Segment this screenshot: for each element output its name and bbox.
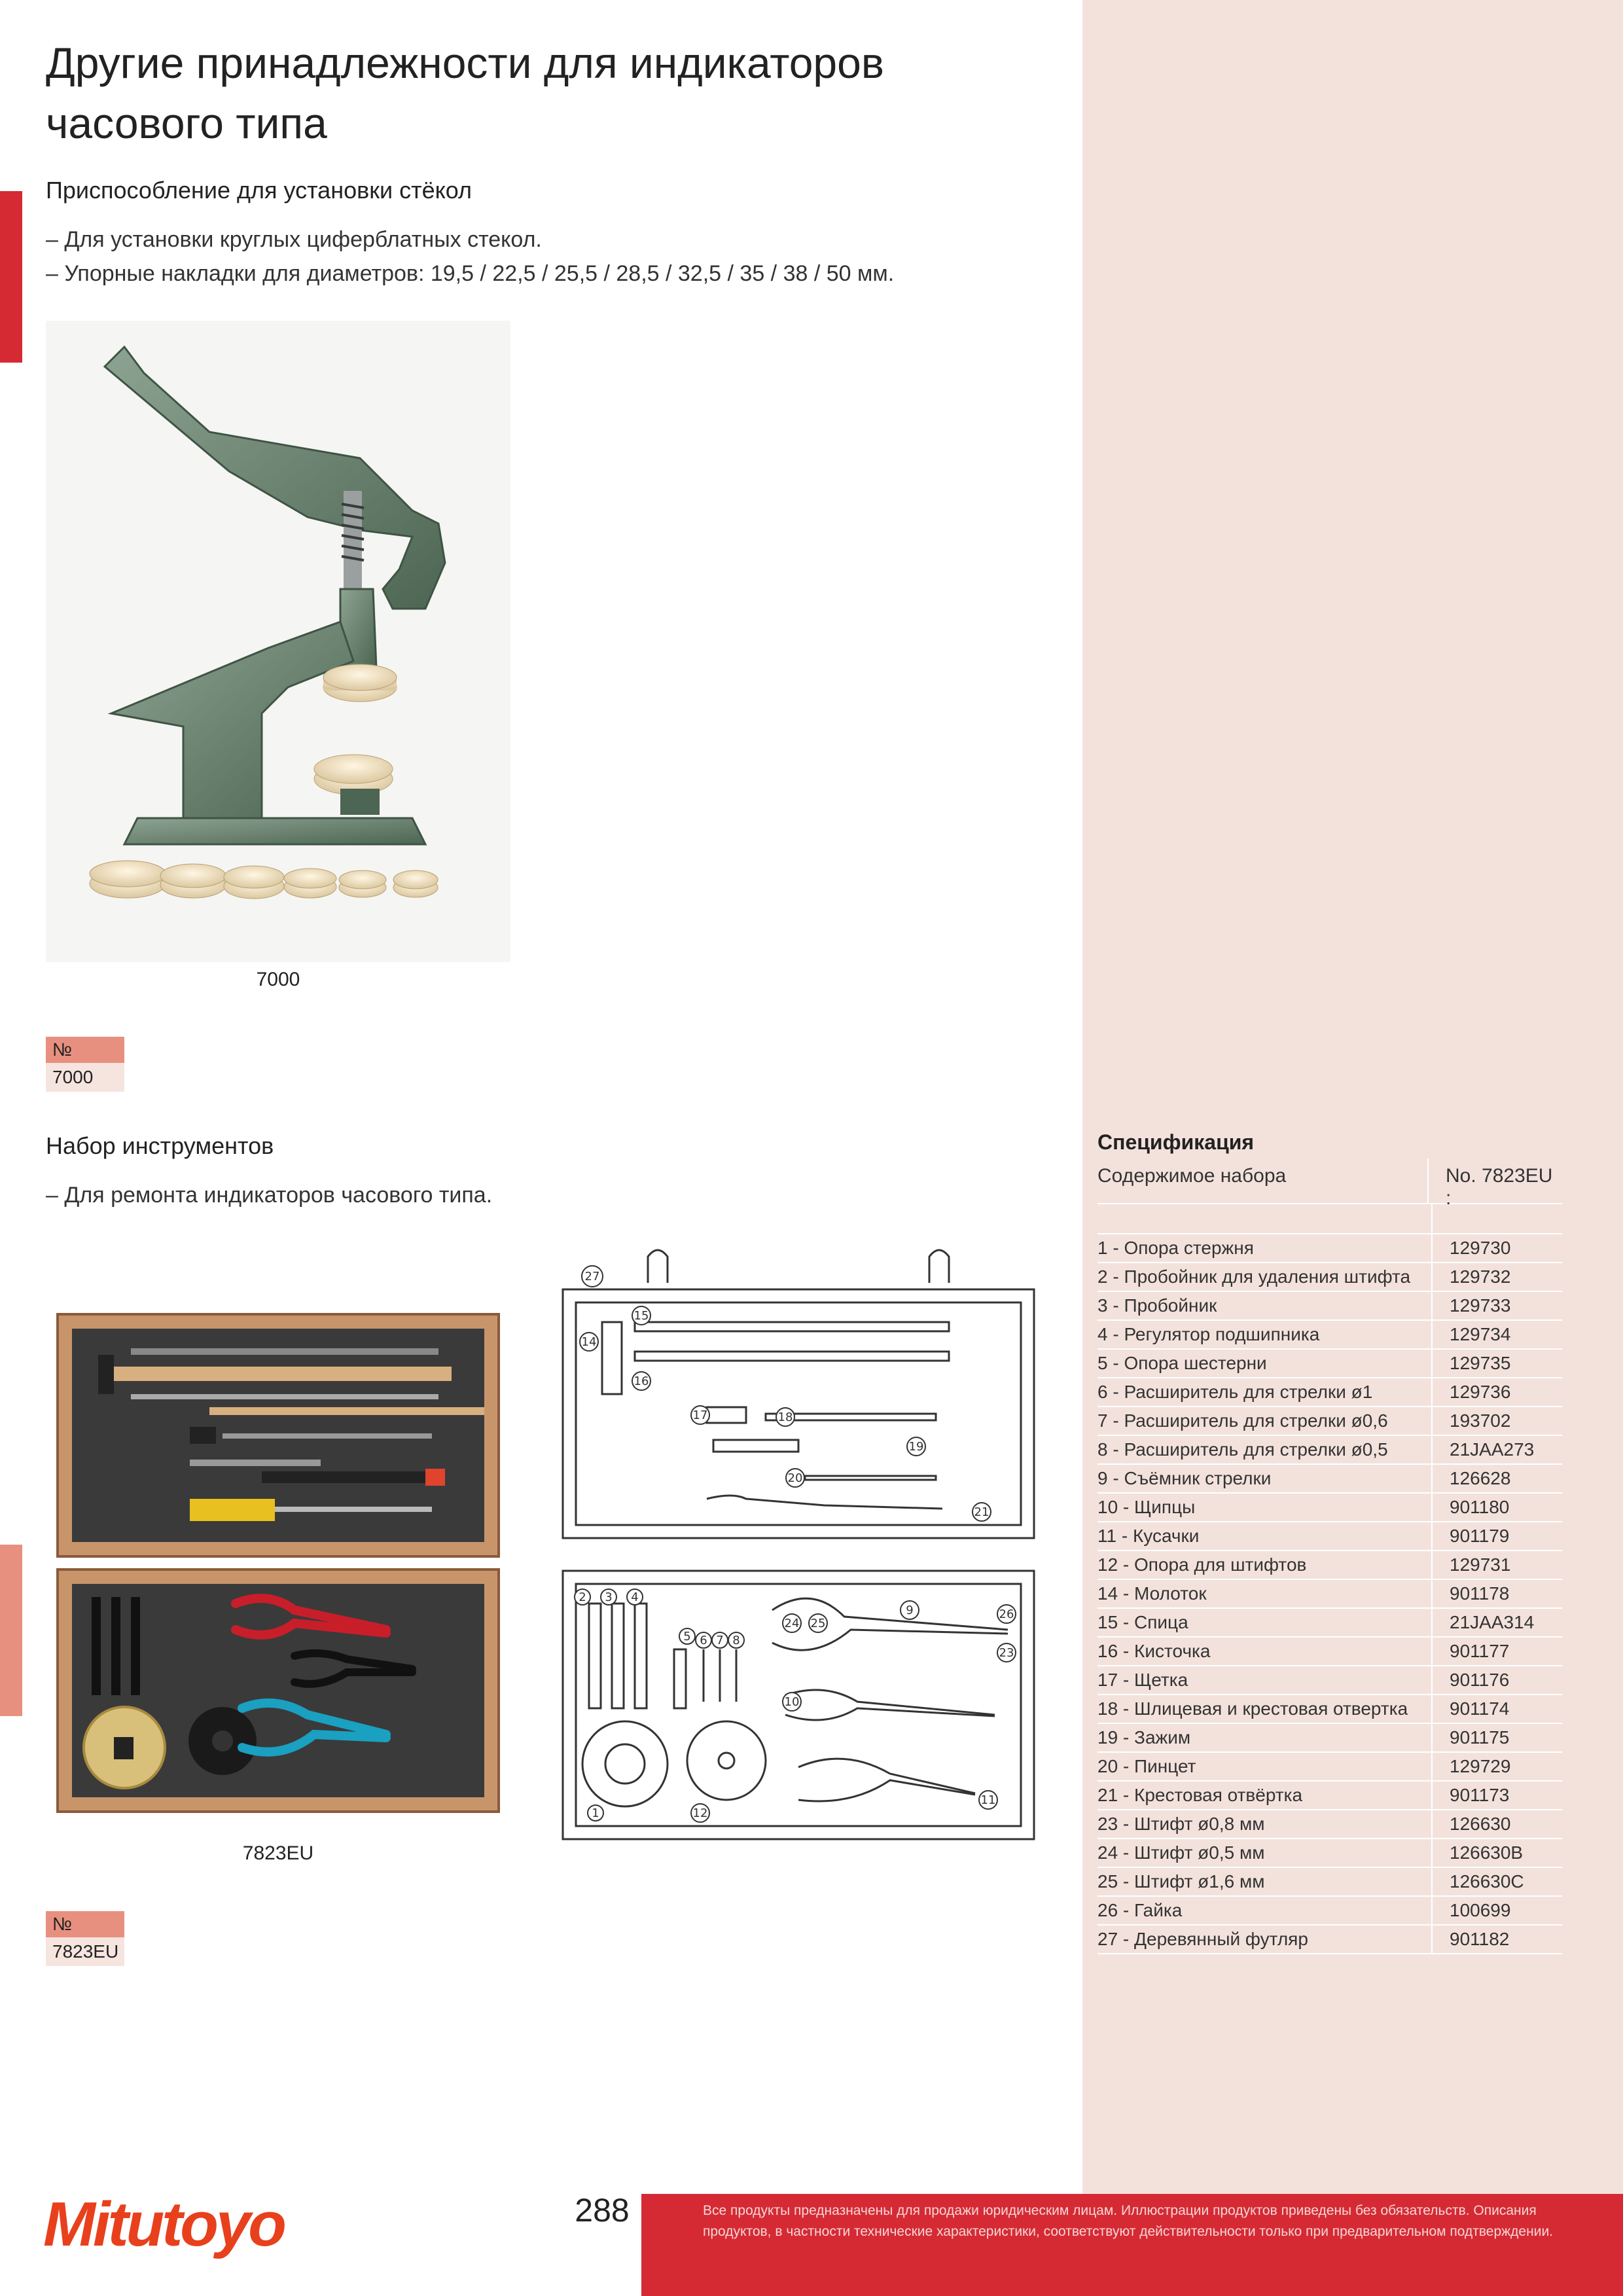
tool-kit-photo-illustration [46,1302,510,1826]
spec-item-code: 129733 [1450,1295,1511,1316]
spec-item-name: 9 - Съёмник стрелки [1097,1465,1433,1492]
tool-kit-caption: 7823EU [242,1842,314,1864]
spec-item-name: 5 - Опора шестерни [1097,1350,1433,1377]
spec-item-name: 26 - Гайка [1097,1897,1433,1924]
spec-row [1097,1809,1562,1838]
diagram-label: 5 [683,1630,691,1643]
spec-item-name: 15 - Спица [1097,1609,1433,1636]
diagram-label: 11 [980,1793,996,1807]
tool-kit-photo [46,1302,510,1826]
spec-item-code: 126630B [1450,1842,1524,1863]
spec-item-code: 901180 [1450,1497,1510,1517]
diagram-label: 25 [810,1617,826,1630]
spec-col1-header: Содержимое набора [1097,1158,1429,1203]
spec-row [1097,1492,1562,1521]
diagram-label: 20 [787,1471,803,1485]
order-number-box-7823eu [46,1911,124,1966]
spec-item-code: 129735 [1450,1353,1511,1373]
spec-row [1097,1377,1562,1406]
diagram-label: 15 [633,1309,649,1323]
spec-row [1097,1867,1562,1895]
spec-item-code: 129731 [1450,1554,1511,1575]
tool-kit-diagram [550,1244,1047,1852]
spec-item-name: 23 - Штифт ø0,8 мм [1097,1810,1433,1838]
spec-row [1097,1579,1562,1607]
diagram-label: 2 [579,1590,586,1604]
spec-rows [1097,1233,1562,1954]
diagram-label: 26 [999,1607,1014,1621]
diagram-label: 8 [732,1634,740,1647]
spec-item-code: 126630C [1450,1871,1524,1892]
spec-item-name: 11 - Кусачки [1097,1522,1433,1550]
diagram-label: 21 [974,1505,990,1519]
spec-item-code: 21JAA273 [1450,1439,1535,1460]
diagram-label: 14 [581,1335,597,1349]
order-number-label: № [46,1037,124,1063]
spec-item-name: 3 - Пробойник [1097,1292,1433,1319]
spec-item-code: 901173 [1450,1785,1510,1805]
section-marker-red [0,191,22,363]
spec-spacer [1097,1204,1562,1233]
spec-item-name: 16 - Кисточка [1097,1638,1433,1665]
spec-row [1097,1319,1562,1348]
spec-item-name: 17 - Щетка [1097,1666,1433,1694]
spec-row [1097,1550,1562,1579]
diagram-label: 9 [906,1604,914,1617]
spec-item-code: 901182 [1450,1929,1510,1949]
spec-row [1097,1348,1562,1377]
spec-item-code: 901175 [1450,1727,1510,1748]
spec-item-code: 100699 [1450,1900,1511,1920]
diagram-label: 6 [700,1634,707,1647]
diagram-label: 19 [908,1440,924,1454]
diagram-label: 10 [784,1695,800,1709]
footer-disclaimer: Все продукты предназначены для продажи юридическим лицам. Иллюстрации продуктов приведены без обязательств. Описания продуктов, в частности технические характеристики, соответствуют действительности только при предварительном подтверждении. [703,2203,1554,2239]
spec-row [1097,1521,1562,1550]
spec-row [1097,1665,1562,1694]
spec-row [1097,1694,1562,1723]
diagram-label: 4 [631,1590,639,1604]
diagram-label: 18 [777,1410,793,1424]
spec-item-name: 10 - Щипцы [1097,1494,1433,1521]
spec-item-name: 19 - Зажим [1097,1724,1433,1751]
spec-item-name: 27 - Деревянный футляр [1097,1926,1433,1953]
spec-row [1097,1780,1562,1809]
spec-row [1097,1636,1562,1665]
section-marker-pink [0,1545,22,1716]
spec-item-code: 193702 [1450,1410,1511,1431]
spec-item-code: 126628 [1450,1468,1511,1488]
diagram-label: 27 [584,1270,600,1283]
spec-item-code: 901177 [1450,1641,1510,1661]
spec-row [1097,1751,1562,1780]
diagram-label: 16 [633,1374,649,1388]
page-title-line1: Другие принадлежности для индикаторов [46,39,884,87]
spec-item-code: 21JAA314 [1450,1612,1535,1632]
spec-item-name: 6 - Расширитель для стрелки ø1 [1097,1378,1433,1406]
bullet-item: – Для установки круглых циферблатных стекол. [46,223,894,257]
spec-item-name: 21 - Крестовая отвёртка [1097,1782,1433,1809]
order-number-label: № [46,1911,124,1937]
spec-item-name: 2 - Пробойник для удаления штифта [1097,1263,1433,1291]
diagram-label: 23 [999,1646,1014,1660]
order-number-value: 7823EU [46,1937,124,1966]
section2-bullets [46,1178,492,1212]
spec-item-code: 901178 [1450,1583,1510,1604]
spec-item-name: 8 - Расширитель для стрелки ø0,5 [1097,1436,1433,1463]
glass-press-illustration [46,321,510,962]
spec-item-code: 129730 [1450,1238,1511,1258]
order-number-box-7000 [46,1037,124,1092]
bullet-item: – Для ремонта индикаторов часового типа. [46,1178,492,1212]
spec-item-name: 14 - Молоток [1097,1580,1433,1607]
section1-heading: Приспособление для установки стёкол [46,177,472,204]
tool-kit-line-drawing [550,1244,1047,1852]
section1-bullets [46,223,894,291]
spec-item-name: 4 - Регулятор подшипника [1097,1321,1433,1348]
spec-row [1097,1435,1562,1463]
spec-table [1097,1126,1562,1954]
spec-header-row [1097,1158,1562,1209]
spec-item-name: 7 - Расширитель для стрелки ø0,6 [1097,1407,1433,1435]
section2-heading: Набор инструментов [46,1132,274,1159]
spec-item-code: 129732 [1450,1266,1511,1287]
spec-row [1097,1924,1562,1954]
spec-item-name: 25 - Штифт ø1,6 мм [1097,1868,1433,1895]
spec-row [1097,1406,1562,1435]
spec-row [1097,1291,1562,1319]
spec-item-name: 24 - Штифт ø0,5 мм [1097,1839,1433,1867]
order-number-value: 7000 [46,1063,124,1092]
spec-row [1097,1895,1562,1924]
bullet-item: – Упорные накладки для диаметров: 19,5 / 22,5 / 25,5 / 28,5 / 32,5 / 35 / 38 / 50 мм. [46,257,894,291]
spec-item-name: 20 - Пинцет [1097,1753,1433,1780]
spec-col2-header: No. 7823EU : [1446,1165,1553,1209]
spec-row [1097,1233,1562,1262]
spec-row [1097,1723,1562,1751]
spec-item-name: 18 - Шлицевая и крестовая отвертка [1097,1695,1433,1723]
spec-item-code: 129729 [1450,1756,1511,1776]
spec-title: Спецификация [1097,1130,1255,1154]
spec-item-code: 901176 [1450,1670,1510,1690]
spec-item-code: 901174 [1450,1698,1510,1719]
diagram-label: 12 [692,1806,708,1820]
spec-row [1097,1838,1562,1867]
spec-item-code: 129736 [1450,1382,1511,1402]
diagram-label: 7 [716,1634,724,1647]
glass-press-caption: 7000 [256,969,300,990]
diagram-label: 17 [692,1408,708,1422]
page-number: 288 [575,2192,630,2229]
glass-press-image [46,321,510,962]
spec-row [1097,1262,1562,1291]
spec-item-name: 12 - Опора для штифтов [1097,1551,1433,1579]
page-title-line2: часового типа [46,99,327,147]
spec-row [1097,1607,1562,1636]
diagram-label: 24 [784,1617,800,1630]
diagram-label: 3 [605,1590,613,1604]
spec-item-name: 1 - Опора стержня [1097,1234,1433,1262]
spec-item-code: 126630 [1450,1814,1511,1834]
page-title [46,33,1027,153]
diagram-label: 1 [592,1806,599,1820]
spec-item-code: 901179 [1450,1526,1510,1546]
spec-item-code: 129734 [1450,1324,1511,1344]
mitutoyo-logo: Mitutoyo [43,2189,284,2259]
spec-row [1097,1463,1562,1492]
